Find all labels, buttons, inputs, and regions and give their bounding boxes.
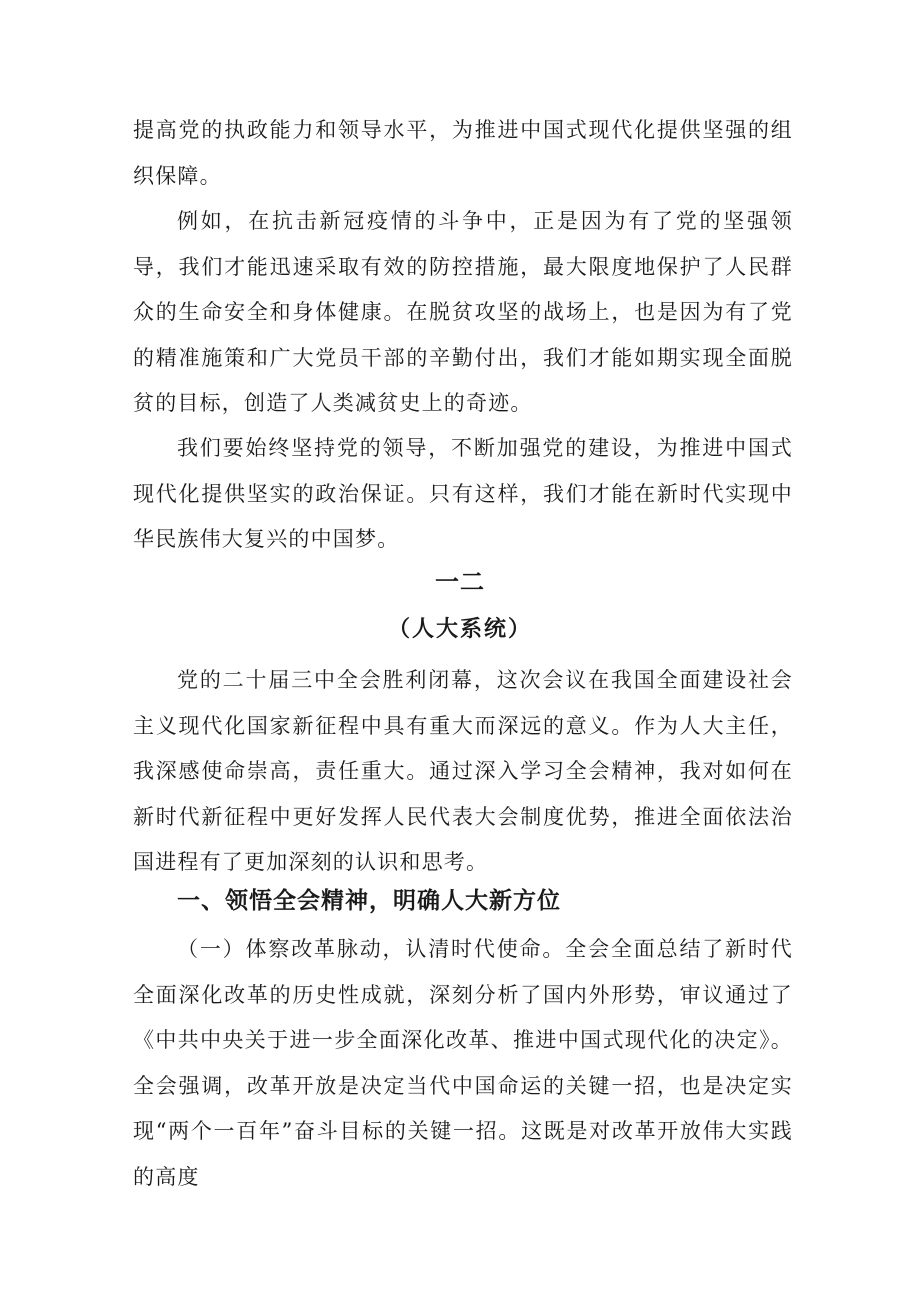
paragraph-conclusion: 我们要始终坚持党的领导，不断加强党的建设，为推进中国式现代化提供坚实的政治保证。只有这样，我们才能在新时代实现中华民族伟大复兴的中国梦。 [133,436,793,551]
paragraph-continuation: 提高党的执政能力和领导水平，为推进中国式现代化提供坚强的组织保障。 [133,118,793,188]
section-heading: 一、领悟全会精神，明确人大新方位 [177,888,561,914]
paragraph-example: 例如，在抗击新冠疫情的斗争中，正是因为有了党的坚强领导，我们才能迅速采取有效的防控措施，最大限度地保护了人民群众的生命安全和身体健康。在脱贫攻坚的战场上，也是因为有了党的精准施策和广大党员干部的辛勤付出，我们才能如期实现全面脱贫的目标，创造了人类减贫史上的奇迹。 [133,209,793,415]
section-subtitle: （人大系统） [387,617,532,642]
section-number: 一二 [435,568,485,596]
paragraph-intro: 党的二十届三中全会胜利闭幕，这次会议在我国全面建设社会主义现代化国家新征程中具有重大而深远的意义。作为人大主任，我深感使命崇高，责任重大。通过深入学习全会精神，我对如何在新时代新征程中更好发挥人民代表大会制度优势，推进全面依法治国进程有了更加深刻的认识和思考。 [133,668,793,874]
paragraph-subsection: （一）体察改革脉动，认清时代使命。全会全面总结了新时代全面深化改革的历史性成就，深刻分析了国内外形势，审议通过了《中共中央关于进一步全面深化改革、推进中国式现代化的决定》。全会强调，改革开放是决定当代中国命运的关键一招，也是决定实现“两个一百年”奋斗目标的关键一招。这既是对改革开放伟大实践的高度 [133,937,793,1189]
